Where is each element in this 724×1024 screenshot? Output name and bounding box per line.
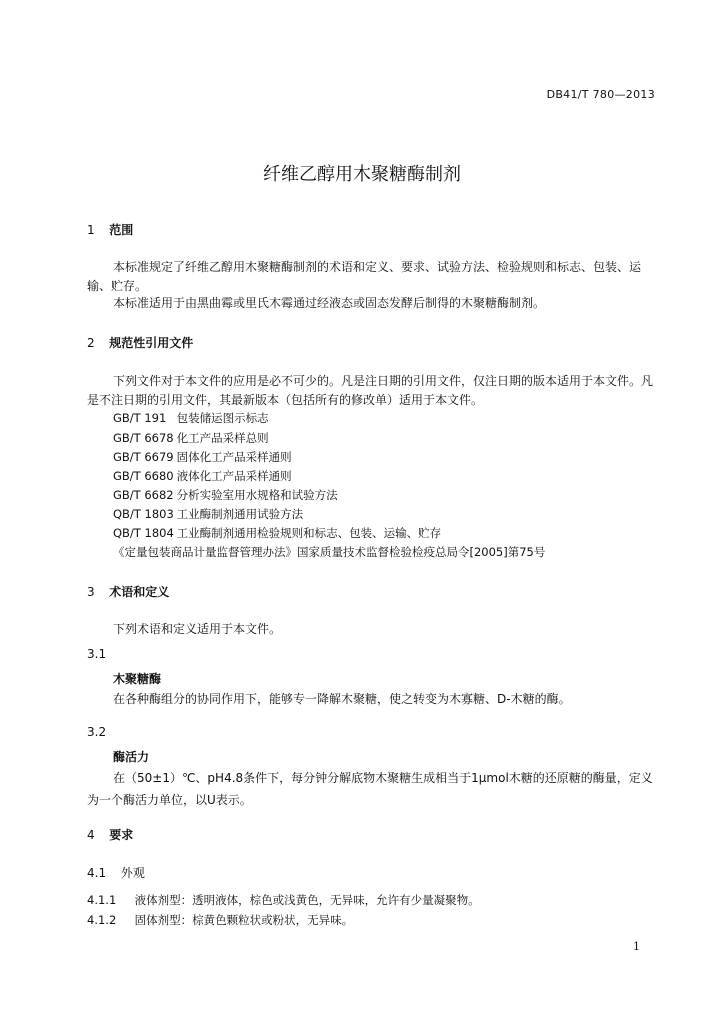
section-number: 2 <box>87 336 95 350</box>
subsection-heading <box>87 864 145 881</box>
reference-item <box>113 468 292 484</box>
clause-number: 4.1.2 <box>87 913 117 927</box>
section-3-heading <box>87 583 169 600</box>
reference-title: 工业酶制剂通用试验方法 <box>176 507 304 521</box>
section-4-heading <box>87 826 133 843</box>
reference-title: 包装储运图示标志 <box>176 411 269 425</box>
reference-code: QB/T 1803 <box>113 507 174 521</box>
clause-text: 液体剂型：透明液体，棕色或浅黄色，无异味，允许有少量凝聚物。 <box>134 893 480 907</box>
section-title: 要求 <box>109 828 134 842</box>
standard-number: DB41/T 780—2013 <box>546 88 655 101</box>
section-number: 4 <box>87 828 95 842</box>
paragraph: 下列文件对于本文件的应用是必不可少的。凡是注日期的引用文件，仅注日期的版本适用于本文件。凡是不注日期的引用文件，其最新版本（包括所有的修改单）适用于本文件。 <box>87 374 654 407</box>
reference-title: 固体化工产品采样通则 <box>176 450 292 464</box>
reference-item <box>113 449 292 465</box>
paragraph: 本标准适用于由黑曲霉或里氏木霉通过经液态或固态发酵后制得的木聚糖酶制剂。 <box>113 296 546 310</box>
clause-item <box>87 912 353 928</box>
paragraph: 下列术语和定义适用于本文件。 <box>113 622 282 636</box>
section-title: 术语和定义 <box>109 585 170 599</box>
term-name: 酶活力 <box>113 750 150 764</box>
reference-item: 《定量包装商品计量监督管理办法》国家质量技术监督检验检疫总局令[2005]第75号 <box>113 545 546 559</box>
subsection-title: 外观 <box>120 866 145 880</box>
clause-item <box>87 892 480 908</box>
reference-code: GB/T 6682 <box>113 488 174 502</box>
clause-text: 固体剂型：棕黄色颗粒状或粉状，无异味。 <box>134 913 354 927</box>
reference-item <box>113 487 338 503</box>
reference-item <box>113 525 441 541</box>
reference-item <box>113 410 269 426</box>
reference-item <box>113 430 269 446</box>
reference-item <box>113 506 303 522</box>
reference-code: GB/T 6678 <box>113 431 174 445</box>
page-number: 1 <box>633 940 640 953</box>
reference-title: 液体化工产品采样通则 <box>176 469 292 483</box>
reference-code: GB/T 6679 <box>113 450 174 464</box>
document-title: 纤维乙醇用木聚糖酶制剂 <box>263 164 461 185</box>
term-definition: 在（50±1）℃、pH4.8条件下，每分钟分解底物木聚糖生成相当于1μmol木糖的还原糖的酶量，定义为一个酶活力单位，以U表示。 <box>87 771 653 807</box>
section-number: 3 <box>87 585 95 599</box>
term-number: 3.1 <box>87 647 107 661</box>
paragraph: 本标准规定了纤维乙醇用木聚糖酶制剂的术语和定义、要求、试验方法、检验规则和标志、包装、运输、贮存。 <box>87 260 642 293</box>
term-definition: 在各种酶组分的协同作用下，能够专一降解木聚糖，使之转变为木寡糖、D-木糖的酶。 <box>113 692 571 706</box>
reference-title: 分析实验室用水规格和试验方法 <box>176 488 338 502</box>
section-title: 规范性引用文件 <box>109 336 194 350</box>
reference-code: GB/T 6680 <box>113 469 174 483</box>
clause-number: 4.1.1 <box>87 893 117 907</box>
term-name: 木聚糖酶 <box>113 672 162 686</box>
subsection-number: 4.1 <box>87 866 107 880</box>
reference-code: GB/T 191 <box>113 411 167 425</box>
section-1-heading <box>87 221 133 238</box>
section-2-heading <box>87 334 193 351</box>
section-title: 范围 <box>109 223 134 237</box>
term-number: 3.2 <box>87 725 107 739</box>
reference-title: 工业酶制剂通用检验规则和标志、包装、运输、贮存 <box>176 526 442 540</box>
section-number: 1 <box>87 223 95 237</box>
reference-code: QB/T 1804 <box>113 526 174 540</box>
reference-title: 化工产品采样总则 <box>176 431 269 445</box>
